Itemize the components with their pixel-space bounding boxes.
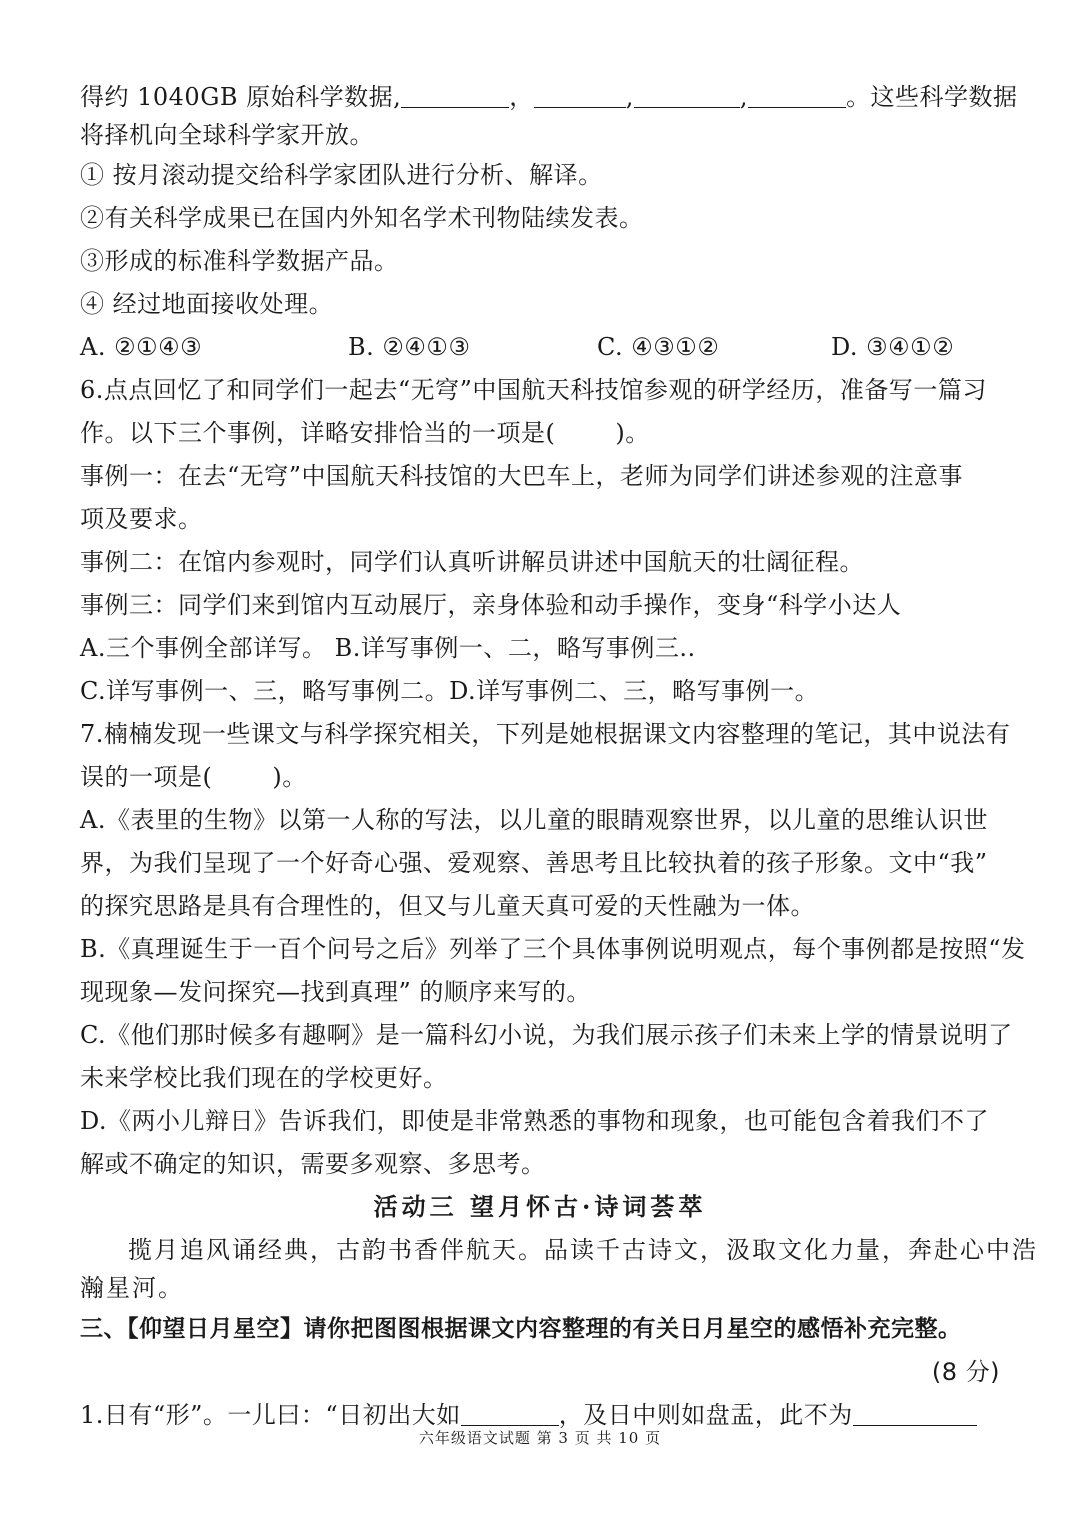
q5-text: 得约 1040GB 原始科学数据, [80, 83, 402, 111]
q5-item-1: ① 按月滚动提交给科学家团队进行分析、解译。 [80, 161, 603, 189]
page-footer: 六年级语文试题 第 3 页 共 10 页 [418, 1429, 662, 1447]
q6-line-1: 6.点点回忆了和同学们一起去“无穹”中国航天科技馆参观的研学经历，准备写一篇习 [80, 376, 987, 404]
activity-title: 活动三 望月怀古·诗词荟萃 [373, 1192, 707, 1221]
q5-item-3: ③形成的标准科学数据产品。 [80, 247, 399, 275]
q5-item-2: ②有关科学成果已在国内外知名学术刊物陆续发表。 [80, 204, 644, 232]
q5-options [80, 331, 1000, 363]
q5-text: 。这些科学数据 [846, 83, 1018, 111]
answer-blank[interactable] [748, 83, 846, 108]
q7-option-b-line-1[interactable]: B.《真理诞生于一百个问号之后》列举了三个具体事例说明观点，每个事例都是按照“发 [80, 935, 1026, 963]
q7-option-d-line-1[interactable]: D.《两小儿辩日》告诉我们，即使是非常熟悉的事物和现象，也可能包含着我们不了 [80, 1107, 990, 1135]
q5-line-1: 得约 1040GB 原始科学数据, ， , , 。这些科学数据 [80, 83, 1018, 111]
answer-blank[interactable] [461, 1401, 559, 1426]
answer-blank[interactable] [634, 83, 740, 108]
q7-option-a-line-2: 界，为我们呈现了一个好奇心强、爱观察、善思考且比较执着的孩子形象。文中“我” [80, 849, 988, 877]
q5-option-b[interactable]: B. ②④①③ [348, 333, 471, 361]
q7-line-2: 误的一项是( )。 [80, 763, 307, 791]
q5-option-c[interactable]: C. ④③①② [597, 333, 720, 361]
q5-line-2: 将择机向全球科学家开放。 [80, 121, 374, 149]
section3-q1: 1.日有“形”。一儿曰：“日初出大如 ，及日中则如盘盂，此不为 [80, 1399, 1000, 1431]
q6-options-cd[interactable]: C.详写事例一、三，略写事例二。D.详写事例二、三，略写事例一。 [80, 677, 820, 705]
q7-option-d-line-2: 解或不确定的知识，需要多观察、多思考。 [80, 1150, 546, 1178]
q6-line-2: 作。以下三个事例，详略安排恰当的一项是( )。 [80, 419, 650, 447]
q6-options-ab[interactable]: A.三个事例全部详写。 B.详写事例一、二，略写事例三.. [80, 634, 696, 662]
q6-case-1-line-1: 事例一：在去“无穹”中国航天科技馆的大巴车上，老师为同学们讲述参观的注意事 [80, 462, 964, 490]
answer-blank[interactable] [853, 1401, 977, 1426]
q7-option-a-line-1[interactable]: A.《表里的生物》以第一人称的写法，以儿童的眼睛观察世界，以儿童的思维认识世 [80, 806, 988, 834]
section-score: (8 分) [931, 1358, 1000, 1386]
q5-option-d[interactable]: D. ③④①② [831, 333, 955, 361]
answer-blank[interactable] [401, 83, 509, 108]
q6-case-3: 事例三：同学们来到馆内互动展厅，亲身体验和动手操作，变身“科学小达人 [80, 591, 902, 619]
q7-option-b-line-2: 现现象—发问探究—找到真理” 的顺序来写的。 [80, 978, 591, 1006]
q7-line-1: 7.楠楠发现一些课文与科学探究相关，下列是她根据课文内容整理的笔记，其中说法有 [80, 720, 1011, 748]
answer-blank[interactable] [534, 83, 626, 108]
q5-option-a[interactable]: A. ②①④③ [80, 333, 203, 361]
activity-intro-line-1: 揽月追风诵经典，古韵书香伴航天。品读千古诗文，汲取文化力量，奔赴心中浩 [128, 1236, 1038, 1264]
section-heading: 三、【仰望日月星空】请你把图图根据课文内容整理的有关日月星空的感悟补充完整。 [80, 1316, 962, 1342]
q5-item-4: ④ 经过地面接收处理。 [80, 290, 334, 318]
q7-option-a-line-3: 的探究思路是具有合理性的，但又与儿童天真可爱的天性融为一体。 [80, 892, 815, 920]
activity-intro-line-2: 瀚星河。 [80, 1274, 184, 1302]
q6-case-1-line-2: 项及要求。 [80, 505, 203, 533]
q7-option-c-line-2: 未来学校比我们现在的学校更好。 [80, 1064, 448, 1092]
q6-case-2: 事例二：在馆内参观时，同学们认真听讲解员讲述中国航天的壮阔征程。 [80, 548, 864, 576]
q7-option-c-line-1[interactable]: C.《他们那时候多有趣啊》是一篇科幻小说，为我们展示孩子们未来上学的情景说明了 [80, 1021, 1013, 1049]
